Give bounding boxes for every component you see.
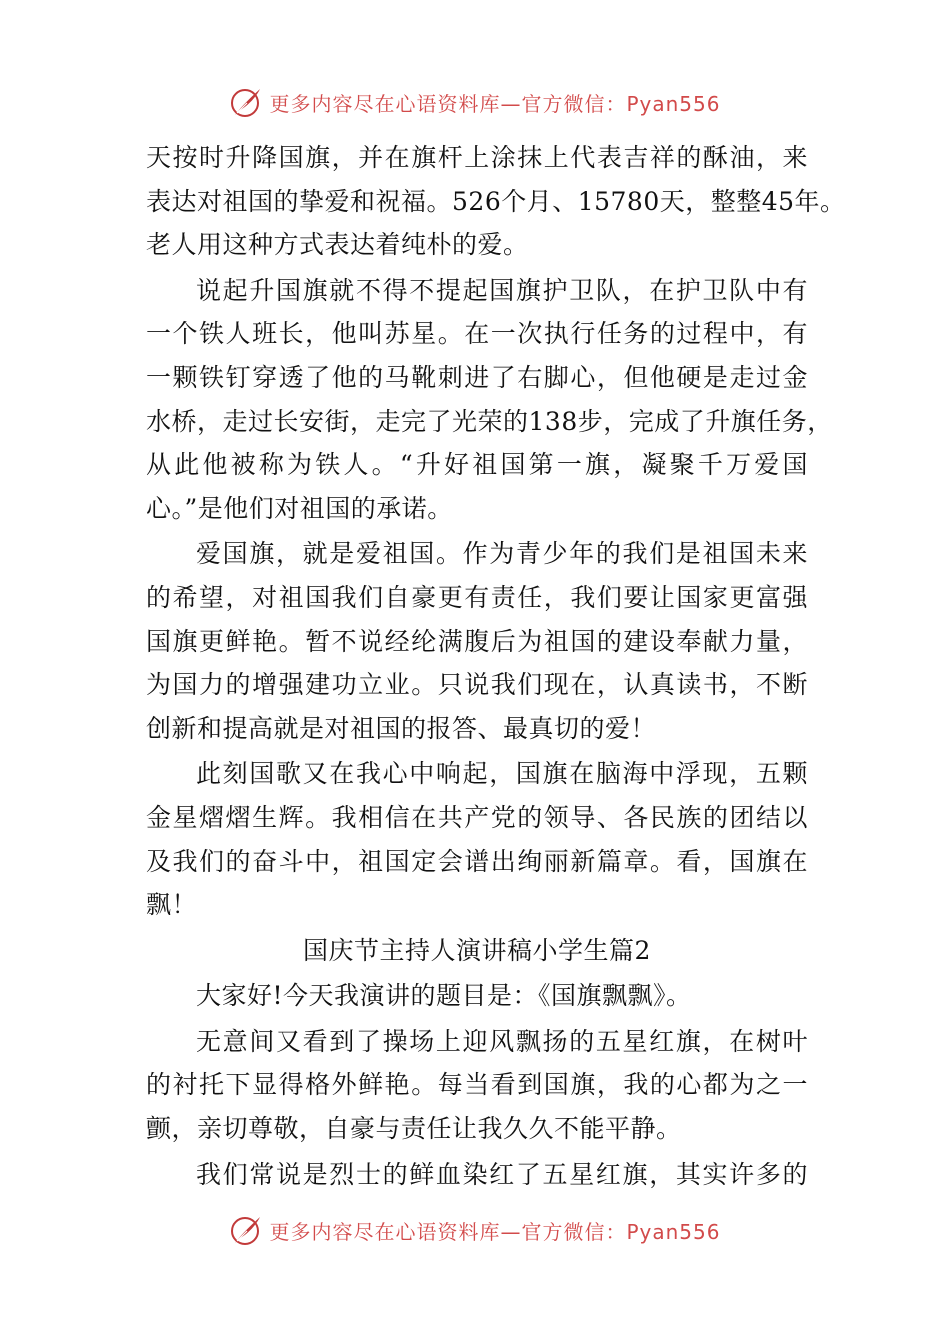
text-line: 无意间又看到了操场上迎风飘扬的五星红旗，在树叶 bbox=[196, 1026, 808, 1056]
text-line: 水桥，走过长安街，走完了光荣的138步，完成了升旗任务， bbox=[146, 406, 833, 436]
paragraph-5 bbox=[146, 974, 808, 1018]
paragraph-1 bbox=[146, 136, 846, 267]
text-line: 为国力的增强建功立业。只说我们现在，认真读书，不断 bbox=[146, 670, 808, 700]
text-line: 天按时升降国旗，并在旗杆上涂抹上代表吉祥的酥油，来 bbox=[146, 143, 808, 172]
text-line: 此刻国歌又在我心中响起，国旗在脑海中浮现，五颗 bbox=[196, 759, 808, 789]
text-line: 说起升国旗就不得不提起国旗护卫队，在护卫队中有 bbox=[196, 275, 808, 305]
quill-logo-icon bbox=[229, 85, 263, 119]
header-watermark bbox=[0, 80, 950, 124]
section-heading: 国庆节主持人演讲稿小学生篇2 bbox=[303, 935, 651, 965]
text-line: 表达对祖国的挚爱和祝福。526个月、15780天，整整45年。 bbox=[146, 186, 846, 216]
paragraph-4 bbox=[146, 752, 808, 926]
text-line: 颤，亲切尊敬，自豪与责任让我久久不能平静。 bbox=[146, 1114, 682, 1144]
text-line: 大家好!今天我演讲的题目是：《国旗飘飘》。 bbox=[196, 981, 692, 1011]
text-line: 老人用这种方式表达着纯朴的爱。 bbox=[146, 230, 529, 260]
paragraph-7 bbox=[146, 1153, 808, 1197]
text-line: 的衬托下显得格外鲜艳。每当看到国旗，我的心都为之一 bbox=[146, 1070, 808, 1100]
text-line: 国旗更鲜艳。暂不说经纶满腹后为祖国的建设奉献力量， bbox=[146, 626, 808, 656]
header-watermark-text: 更多内容尽在心语资料库—官方微信：Pyan556 bbox=[269, 91, 721, 116]
text-line: 我们常说是烈士的鲜血染红了五星红旗，其实许多的 bbox=[196, 1159, 808, 1189]
text-line: 心。”是他们对祖国的承诺。 bbox=[146, 493, 453, 523]
paragraph-3 bbox=[146, 532, 808, 750]
text-line: 及我们的奋斗中，祖国定会谱出绚丽新篇章。看，国旗在 bbox=[146, 846, 808, 876]
text-line: 创新和提高就是对祖国的报答、最真切的爱！ bbox=[146, 713, 657, 743]
footer-watermark bbox=[0, 1208, 950, 1252]
paragraph-2 bbox=[146, 269, 833, 531]
text-line: 一个铁人班长，他叫苏星。在一次执行任务的过程中，有 bbox=[146, 319, 808, 349]
text-line: 从此他被称为铁人。“升好祖国第一旗，凝聚千万爱国 bbox=[146, 450, 808, 480]
quill-logo-icon bbox=[229, 1213, 263, 1247]
text-line: 一颗铁钉穿透了他的马靴刺进了右脚心，但他硬是走过金 bbox=[146, 362, 808, 392]
footer-watermark-text: 更多内容尽在心语资料库—官方微信：Pyan556 bbox=[269, 1219, 721, 1244]
text-line: 的希望，对祖国我们自豪更有责任，我们要让国家更富强 bbox=[146, 582, 808, 612]
text-line: 金星熠熠生辉。我相信在共产党的领导、各民族的团结以 bbox=[146, 802, 808, 832]
text-line: 爱国旗，就是爱祖国。作为青少年的我们是祖国未来 bbox=[196, 539, 808, 569]
document-body bbox=[146, 136, 846, 1196]
paragraph-6 bbox=[146, 1020, 808, 1151]
text-line: 飘！ bbox=[146, 890, 198, 920]
